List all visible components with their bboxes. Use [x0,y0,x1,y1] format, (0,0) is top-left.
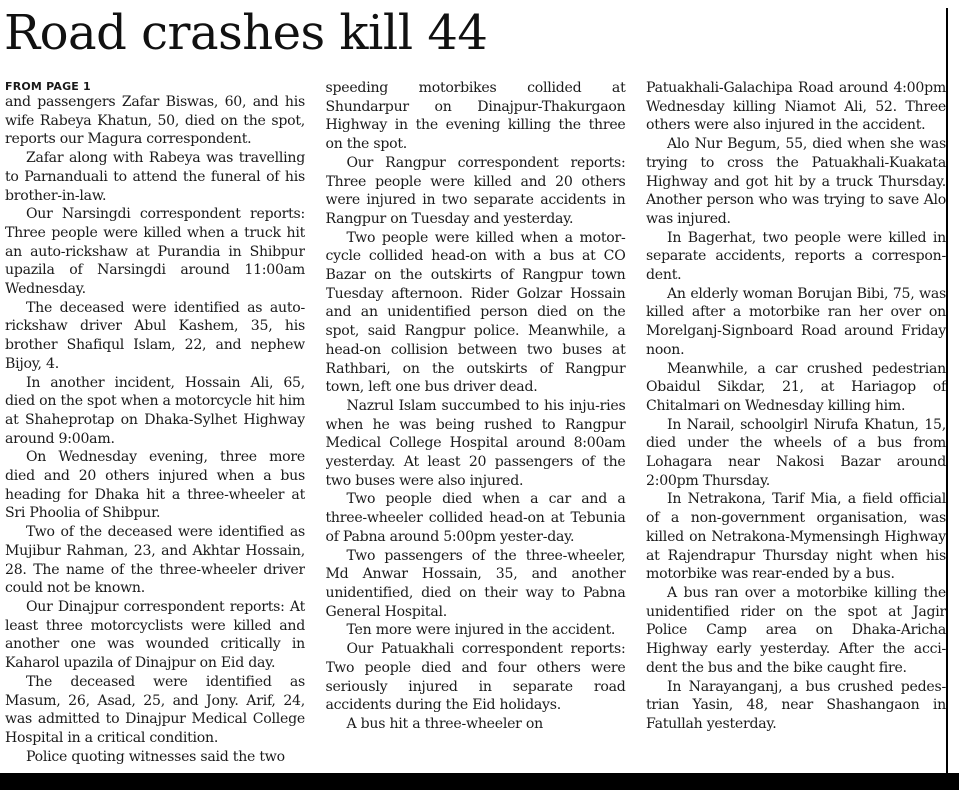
paragraph: In Netrakona, Tarif Mia, a field official of a non-government organisation, was killed on Netrakona-Mymensingh Highway at Rajendrapur Thursday night when his motorbike was rear-ended by a bus. [646,491,946,583]
paragraph: Our Rangpur correspondent reports: Three people were killed and 20 others were injured in two separate accidents in Rangpur on Tuesday and yesterday. [325,154,626,227]
paragraph: A bus hit a three-wheeler on [346,715,543,732]
paragraph: In another incident, Hossain Ali, 65, died on the spot when a motorcycle hit him at Shaheprotap on Dhaka-Sylhet Highway around 9:00am. [5,374,305,447]
paragraph: speeding motorbikes collided at Shundarpur on Dinajpur-Thakurgaon Highway in the evening killing the three on the spot. [325,80,626,153]
paragraph: Meanwhile, a car crushed pedestrian Obaidul Sikdar, 21, at Hariagop of Chitalmari on Wednesday killing him. [646,360,946,414]
article-body [5,79,946,773]
paragraph: Alo Nur Begum, 55, died when she was trying to cross the Patuakhali-Kuakata Highway and got hit by a truck Thursday. Another person who was trying to save Alo was injured. [646,136,946,227]
paragraph: In Bagerhat, two people were killed in separate accidents, reports a correspon-dent. [646,229,946,284]
paragraph: An elderly woman Borujan Bibi, 75, was killed after a motorbike ran her over on Morelganj-Signboard Road around Friday noon. [646,285,946,358]
article-column-3 [646,79,946,773]
paragraph: The deceased were identified as Masum, 26, Asad, 25, and Jony. Arif, 24, was admitted to Dinajpur Medical College Hospital in a critical condition. [5,673,305,746]
paragraph: Patuakhali-Galachipa Road around 4:00pm Wednesday killing Niamot Ali, 52. Three others were also injured in the accident. [646,80,946,134]
paragraph: Our Patuakhali correspondent reports: Two people died and four others were seriously injured in separate road accidents during the Eid holidays. [325,641,626,714]
bottom-border [0,773,959,790]
paragraph: In Narayanganj, a bus crushed pedes-trian Yasin, 48, near Shashangaon in Fatullah yesterday. [646,678,946,732]
paragraph: The deceased were identified as auto-rickshaw driver Abul Kashem, 35, his brother Shafiqul Islam, 22, and nephew Bijoy, 4. [5,299,305,372]
paragraph: On Wednesday evening, three more died and 20 others injured when a bus heading for Dhaka hit a three-wheeler at Sri Phoolia of Shibpur. [5,449,305,522]
article-column-1 [5,79,305,773]
paragraph: Two passengers of the three-wheeler, Md Anwar Hossain, 35, and another unidentified, died on their way to Pabna General Hospital. [325,547,626,620]
paragraph: A bus ran over a motorbike killing the unidentified rider on the spot at Jagir Police Camp area on Dhaka-Aricha Highway early yesterday. After the acci-dent the bus and the bike caught fire. [646,584,946,676]
paragraph: Two people were killed when a motor-cycle collided head-on with a bus at CO Bazar on the outskirts of Rangpur town Tuesday afternoon. Rider Golzar Hossain and an unidentified person died on the spot, said Rangpur police. Meanwhile, a head-on collision between two buses at Rathbari, on the outskirts of Rangpur town, left one bus driver dead. [325,229,626,396]
right-edge-rule [946,8,948,778]
paragraph: Two people died when a car and a three-wheeler collided head-on at Tebunia of Pabna around 5:00pm yester-day. [325,491,626,545]
section-label: FROM PAGE 1 [5,80,91,93]
paragraph: Our Narsingdi correspondent reports: Three people were killed when a truck hit an auto-rickshaw at Purandia in Shibpur upazila of Narsingdi around 11:00am Wednesday. [5,206,305,298]
paragraph: Nazrul Islam succumbed to his inju-ries when he was being rushed to Rangpur Medical College Hospital around 8:00am yesterday. At least 20 passengers of the two buses were also injured. [325,397,626,489]
headline: Road crashes kill 44 [4,5,488,61]
paragraph: Two of the deceased were identified as Mujibur Rahman, 23, and Akhtar Hossain, 28. The name of the three-wheeler driver could not be known. [5,524,305,597]
article-column-2 [326,79,626,773]
paragraph: and passengers Zafar Biswas, 60, and his wife Rabeya Khatun, 50, died on the spot, reports our Magura correspondent. [5,94,305,148]
paragraph: Our Dinajpur correspondent reports: At least three motorcyclists were killed and another one was wounded critically in Kaharol upazila of Dinajpur on Eid day. [5,598,305,672]
paragraph: Zafar along with Rabeya was travelling to Parnanduali to attend the funeral of his brother-in-law. [5,150,305,204]
paragraph: In Narail, schoolgirl Nirufa Khatun, 15, died under the wheels of a bus from Lohagara near Nakosi Bazar around 2:00pm Thursday. [646,416,946,489]
paragraph: Police quoting witnesses said the two [26,748,285,765]
paragraph: Ten more were injured in the accident. [346,622,616,639]
